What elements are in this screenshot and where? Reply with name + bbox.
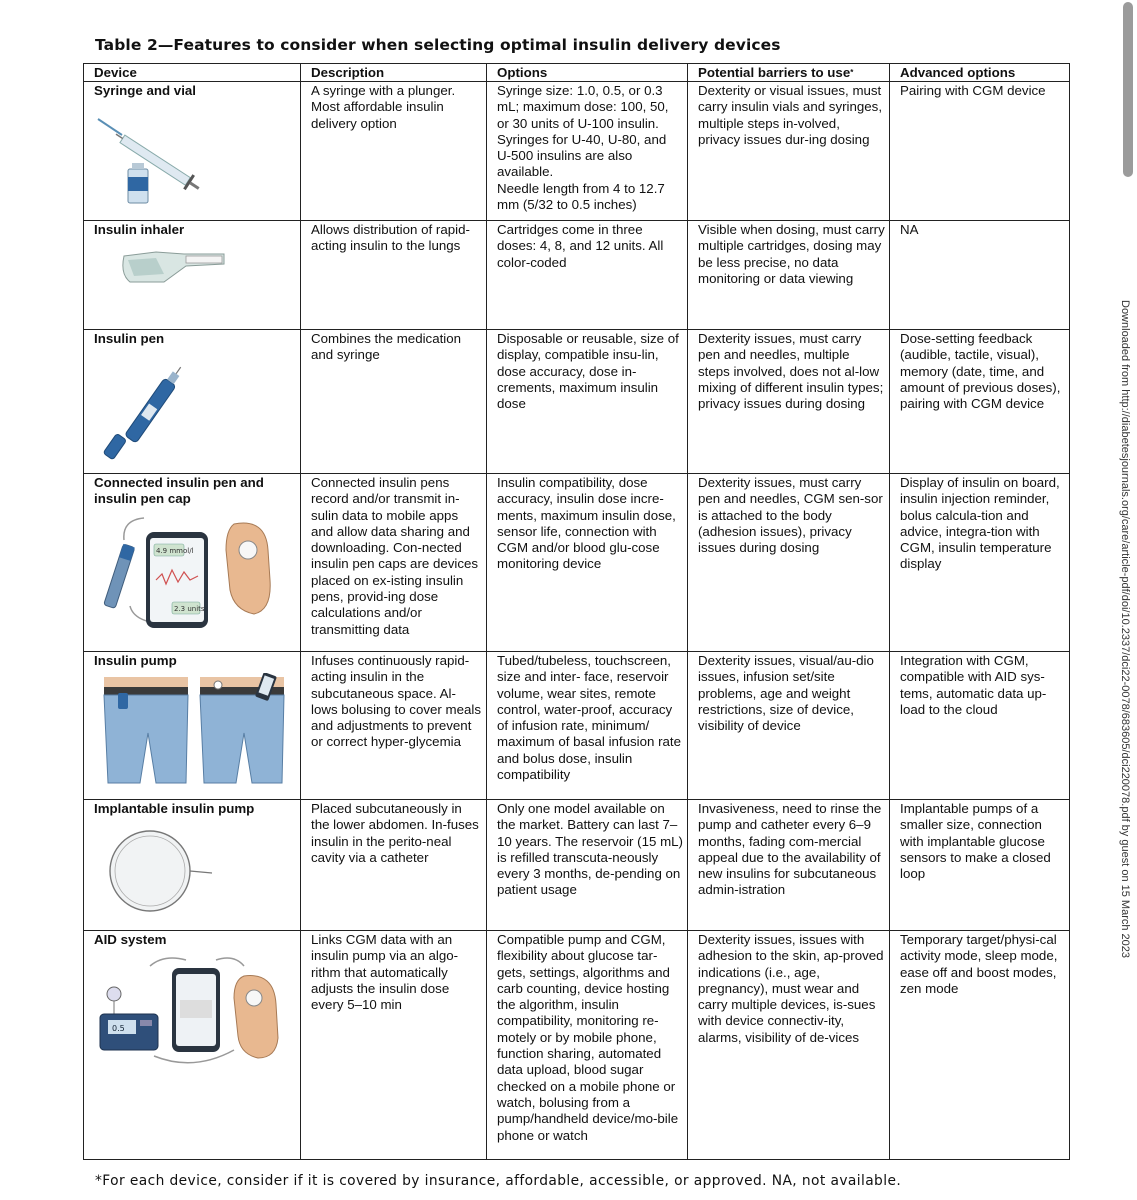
table-title: Table 2—Features to consider when selecting optimal insulin delivery devices <box>95 36 781 54</box>
header-device: Device <box>84 64 301 82</box>
insulin-devices-table <box>83 63 1070 1160</box>
advanced-cell: Implantable pumps of a smaller size, connection with implantable glucose sensors to make a closed loop <box>890 800 1070 931</box>
connected-pen-illustration <box>94 510 284 634</box>
implantable-pump-illustration <box>94 823 214 915</box>
insulin-pen-illustration <box>94 353 214 461</box>
barriers-cell: Dexterity or visual issues, must carry insulin vials and syringes, multiple steps in-volved, privacy issues dur-ing dosing <box>688 82 890 221</box>
pen-screen-value-1: 4.9 mmol/l <box>156 546 194 555</box>
insulin-pump-illustration <box>94 673 294 785</box>
description-cell: Connected insulin pens record and/or transmit in-sulin data to mobile apps and allow data sharing and downloading. Con-nected insulin pen caps are devices placed on ex-isting insulin pens, provid-ing dose calculations and/or transmitting data <box>301 474 487 652</box>
description-cell: Links CGM data with an insulin pump via an algo-rithm that automatically adjusts the insulin dose every 5–10 min <box>301 931 487 1160</box>
device-cell <box>84 800 301 931</box>
description-cell: Allows distribution of rapid-acting insulin to the lungs <box>301 221 487 330</box>
advanced-cell: NA <box>890 221 1070 330</box>
options-cell: Cartridges come in three doses: 4, 8, and 12 units. All color-coded <box>487 221 688 330</box>
description-cell: Combines the medication and syringe <box>301 330 487 474</box>
barriers-cell: Dexterity issues, must carry pen and needles, multiple steps involved, does not al-low mixing of different insulin types; privacy issues during dosing <box>688 330 890 474</box>
barriers-cell: Dexterity issues, must carry pen and needles, CGM sen-sor is attached to the body (adhesion issues), privacy issues during dosing <box>688 474 890 652</box>
description-cell: Infuses continuously rapid-acting insulin in the subcutaneous space. Al-lows bolusing to cover meals and adjustments to prevent or correct hyper-glycemia <box>301 652 487 800</box>
device-name: Insulin pen <box>94 331 165 346</box>
advanced-cell: Display of insulin on board, insulin injection reminder, bolus calcula-tion and advice, integra-tion with CGM, insulin temperature display <box>890 474 1070 652</box>
device-cell <box>84 221 301 330</box>
barriers-cell: Dexterity issues, issues with adhesion to the skin, ap-proved indications (i.e., age, pregnancy), must wear and carry multiple devices, is-sues with device connectiv-ity, alarms, visibility of de-vices <box>688 931 890 1160</box>
options-cell <box>487 82 688 221</box>
options-text: Syringe size: 1.0, 0.5, or 0.3 mL; maximum dose: 100, 50, or 30 units of U-100 insulin. Syringes for U-40, U-80, and U-500 insulins are also available. Needle length from 4 to 12.7 mm (5/32 to 0.5 inches) <box>497 83 669 213</box>
device-cell <box>84 652 301 800</box>
advanced-cell: Dose-setting feedback (audible, tactile, visual), memory (date, time, and amount of previous doses), pairing with CGM device <box>890 330 1070 474</box>
table-row <box>84 221 1070 330</box>
options-cell: Only one model available on the market. Battery can last 7–10 years. The reservoir (15 mL) is refilled transcuta-neously every 3 months, de-pending on patient usage <box>487 800 688 931</box>
header-barriers: Potential barriers to use* <box>688 64 890 82</box>
table-row <box>84 931 1070 1160</box>
device-cell <box>84 82 301 221</box>
download-watermark-text: Downloaded from http://diabetesjournals.org/care/article-pdf/doi/10.2337/dci22-0078/683605/dci220078.pdf by guest on 15 March 2023 <box>1119 300 1131 958</box>
device-name: Insulin inhaler <box>94 222 185 237</box>
device-name: AID system <box>94 932 167 947</box>
pen-screen-value-2: 2.3 units <box>174 604 205 613</box>
advanced-cell: Pairing with CGM device <box>890 82 1070 221</box>
barriers-cell: Visible when dosing, must carry multiple cartridges, dosing may be less precise, no data monitoring or data viewing <box>688 221 890 330</box>
options-cell: Insulin compatibility, dose accuracy, insulin dose incre-ments, maximum insulin dose, sensor life, connection with CGM and/or blood glu-cose monitoring device <box>487 474 688 652</box>
barriers-cell: Dexterity issues, visual/au-dio issues, infusion set/site problems, age and weight restrictions, size of device, visibility of device <box>688 652 890 800</box>
device-cell <box>84 474 301 652</box>
description-cell: A syringe with a plunger. Most affordable insulin delivery option <box>301 82 487 221</box>
header-options: Options <box>487 64 688 82</box>
scrollbar[interactable] <box>1123 2 1133 177</box>
options-cell: Compatible pump and CGM, flexibility about glucose tar-gets, settings, algorithms and carb counting, device hosting the algorithm, insulin compatibility, monitoring re-motely or by mobile phone, function sharing, automated data upload, blood sugar checked on a mobile phone or watch, bolusing from a pump/handheld device/mo-bile phone or watch <box>487 931 688 1160</box>
device-name: Insulin pump <box>94 653 177 668</box>
options-cell: Tubed/tubeless, touchscreen, size and inter- face, reservoir volume, wear sites, remote control, water-proof, accuracy of infusion rate, minimum/ maximum of basal infusion rate and bolus dose, insulin compatibility <box>487 652 688 800</box>
device-name: Connected insulin pen and insulin pen cap <box>94 475 264 507</box>
device-cell <box>84 330 301 474</box>
inhaler-illustration <box>94 244 234 292</box>
syringe-vial-illustration <box>94 105 214 213</box>
header-description: Description <box>301 64 487 82</box>
device-cell <box>84 931 301 1160</box>
table-row <box>84 474 1070 652</box>
table-row <box>84 800 1070 931</box>
header-advanced: Advanced options <box>890 64 1070 82</box>
advanced-cell: Integration with CGM, compatible with AID sys-tems, automatic data up-load to the cloud <box>890 652 1070 800</box>
options-cell: Disposable or reusable, size of display, compatible insu-lin, dose accuracy, dose in-crements, maximum insulin dose <box>487 330 688 474</box>
description-cell: Placed subcutaneously in the lower abdomen. In-fuses insulin in the perito-neal cavity via a catheter <box>301 800 487 931</box>
table-row <box>84 652 1070 800</box>
table-row <box>84 330 1070 474</box>
table-header-row <box>84 64 1070 82</box>
barriers-cell: Invasiveness, need to rinse the pump and catheter every 6–9 months, fading com-mercial appeal due to the availability of new insulins for subcutaneous admin-istration <box>688 800 890 931</box>
table-row <box>84 82 1070 221</box>
table-footnote: *For each device, consider if it is covered by insurance, affordable, accessible, or approved. NA, not available. <box>95 1173 902 1189</box>
pump-screen-value: 0.5 <box>112 1024 125 1034</box>
device-name: Implantable insulin pump <box>94 801 255 816</box>
device-name: Syringe and vial <box>94 83 196 98</box>
asterisk-mark: * <box>850 68 854 77</box>
advanced-cell: Temporary target/physi-cal activity mode, sleep mode, ease off and boost modes, zen mode <box>890 931 1070 1160</box>
aid-system-illustration <box>94 950 294 1068</box>
